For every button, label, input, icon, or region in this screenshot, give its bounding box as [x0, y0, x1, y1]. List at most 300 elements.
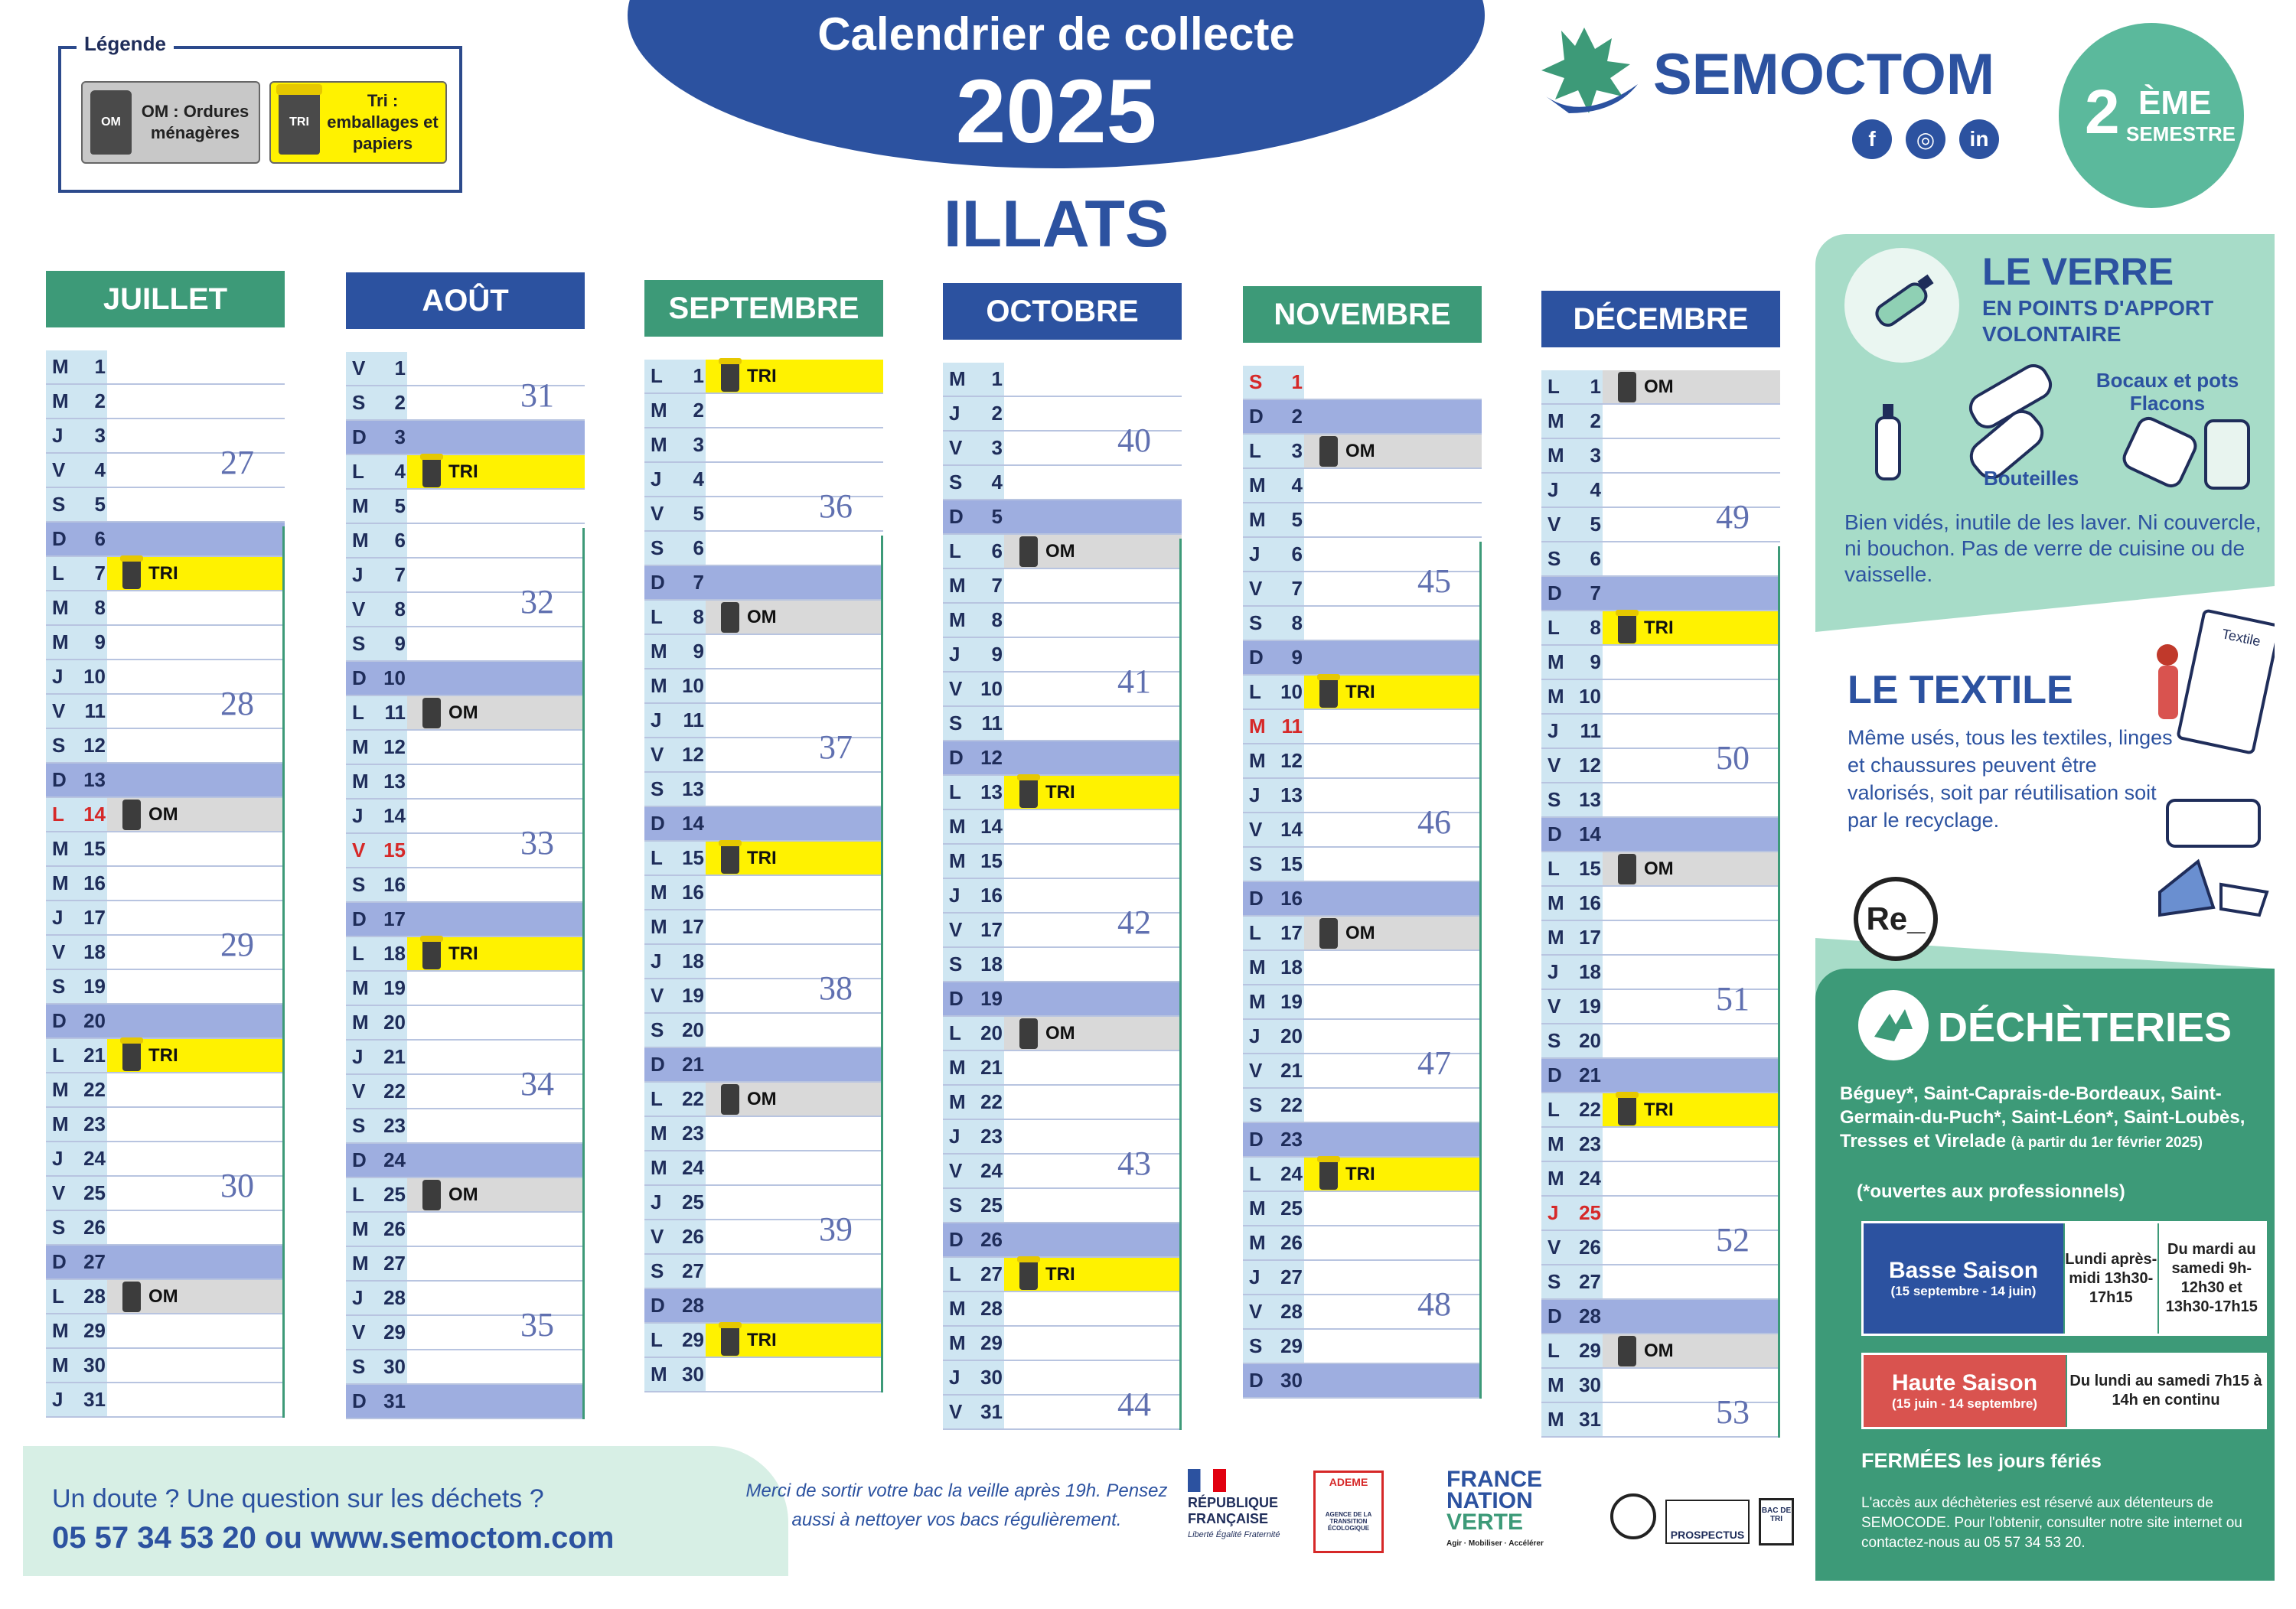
- collection-tri: [107, 1039, 285, 1072]
- day-label: [1541, 1197, 1603, 1230]
- textile-container-label: Textile: [2220, 626, 2262, 650]
- om-bin-icon: OM: [90, 90, 132, 155]
- day-row: [1243, 503, 1482, 538]
- day-letter: L: [651, 846, 663, 869]
- day-letter: S: [352, 391, 366, 414]
- day-number: 7: [991, 574, 1003, 597]
- day-number: 30: [682, 1363, 704, 1386]
- day-label: [346, 490, 407, 523]
- collection-om: [107, 798, 285, 831]
- day-row: [943, 1086, 1182, 1120]
- day-label: [644, 1117, 706, 1150]
- day-label: [644, 876, 706, 909]
- day-label: [46, 729, 107, 762]
- day-number: 31: [383, 1389, 406, 1412]
- day-label: [943, 1017, 1004, 1050]
- week-number: 44: [1117, 1386, 1151, 1423]
- week-number: 51: [1716, 980, 1750, 1018]
- week-number: 29: [220, 926, 254, 963]
- day-letter: S: [1548, 1270, 1561, 1293]
- instagram-icon[interactable]: ◎: [1906, 119, 1945, 159]
- day-label: [1541, 990, 1603, 1023]
- day-number: 19: [83, 975, 106, 998]
- week-number: 37: [819, 728, 853, 766]
- day-label: [1243, 435, 1304, 467]
- collection-om: [1004, 1017, 1182, 1050]
- day-letter: M: [52, 1112, 69, 1135]
- day-row: [644, 728, 883, 773]
- day-label: [1243, 1089, 1304, 1122]
- collection-tri: [706, 1324, 883, 1357]
- day-number: 27: [682, 1259, 704, 1282]
- legend-om: [81, 81, 260, 164]
- day-label: [943, 1086, 1004, 1119]
- day-number: 28: [980, 1297, 1003, 1320]
- om-bin-icon: [1618, 372, 1636, 402]
- day-label: [46, 350, 107, 383]
- day-letter: V: [949, 1159, 963, 1182]
- day-label: [1541, 1231, 1603, 1264]
- day-number: 15: [1280, 852, 1303, 875]
- day-row: [1243, 435, 1482, 469]
- day-number: 28: [682, 1294, 704, 1317]
- day-letter: V: [352, 1321, 366, 1344]
- collection-om: [1603, 852, 1780, 885]
- day-row: [1243, 562, 1482, 607]
- day-letter: D: [1548, 822, 1562, 845]
- day-number: 8: [1291, 611, 1303, 634]
- day-letter: L: [352, 1183, 364, 1206]
- facebook-icon[interactable]: f: [1852, 119, 1892, 159]
- access-note: L'accès aux déchèteries est réservé aux détenteurs de SEMOCODE. Pour l'obtenir, consulter notre site internet ou contactez-nous au 05 57 34 53 20.: [1861, 1495, 2242, 1551]
- day-label: [346, 1006, 407, 1039]
- republique-francaise-logo: [1188, 1469, 1287, 1543]
- day-label: [1243, 400, 1304, 433]
- collection-tri: [407, 937, 585, 970]
- day-number: 10: [83, 665, 106, 688]
- day-label: [46, 1211, 107, 1244]
- day-row: [943, 1327, 1182, 1361]
- day-row: [644, 394, 883, 428]
- week-number: 35: [520, 1306, 554, 1344]
- day-letter: D: [352, 1148, 367, 1171]
- day-number: 13: [682, 777, 704, 800]
- day-row: [1243, 607, 1482, 641]
- bin-tag-icon: BAC DE TRI: [1759, 1498, 1794, 1545]
- day-row: [1541, 1162, 1780, 1197]
- day-number: 21: [1579, 1063, 1601, 1086]
- day-label: [1541, 1128, 1603, 1161]
- day-row: [644, 969, 883, 1014]
- day-row: [46, 1280, 285, 1314]
- day-row: [46, 1039, 285, 1073]
- day-number: 11: [1281, 715, 1303, 738]
- day-row: [943, 1223, 1182, 1258]
- day-row: [346, 972, 585, 1006]
- day-letter: J: [1249, 1265, 1261, 1288]
- day-number: 25: [1280, 1197, 1303, 1220]
- decheteries-title: DÉCHÈTERIES: [1938, 1005, 2232, 1050]
- day-label: [1541, 680, 1603, 713]
- day-label: [943, 1361, 1004, 1394]
- day-number: 18: [83, 940, 106, 963]
- day-letter: M: [352, 529, 369, 552]
- day-number: 18: [1579, 960, 1601, 983]
- day-letter: M: [1548, 1408, 1564, 1431]
- day-row: [46, 729, 285, 764]
- day-letter: S: [1249, 852, 1263, 875]
- day-row: [46, 350, 285, 385]
- day-row: [346, 524, 585, 559]
- day-number: 10: [980, 677, 1003, 700]
- day-label: [46, 1246, 107, 1278]
- day-number: 7: [394, 563, 406, 586]
- day-label: [346, 662, 407, 695]
- month-divider: [282, 526, 285, 1418]
- tri-bin-icon: [1019, 777, 1038, 808]
- month-header: AOÛT: [346, 272, 585, 329]
- day-letter: M: [651, 881, 667, 904]
- day-number: 8: [693, 605, 704, 628]
- day-number: 26: [383, 1217, 406, 1240]
- day-number: 3: [991, 436, 1003, 459]
- day-letter: D: [651, 1294, 665, 1317]
- week-number: 36: [819, 487, 853, 525]
- day-number: 19: [682, 984, 704, 1007]
- day-row: [1541, 980, 1780, 1024]
- collection-label: OM: [1045, 540, 1075, 562]
- om-bin-icon: [422, 1180, 441, 1210]
- day-label: [346, 868, 407, 901]
- day-row: [644, 428, 883, 463]
- day-number: 2: [991, 402, 1003, 425]
- day-letter: M: [1249, 990, 1266, 1013]
- day-label: [644, 1186, 706, 1219]
- day-number: 22: [1579, 1098, 1601, 1121]
- day-row: [46, 867, 285, 901]
- week-number: 47: [1417, 1044, 1451, 1082]
- collection-label: TRI: [1345, 1163, 1375, 1184]
- day-letter: D: [651, 1053, 665, 1076]
- day-label: [1541, 474, 1603, 506]
- day-label: [644, 1220, 706, 1253]
- collection-tri: [1603, 1093, 1780, 1126]
- day-row: [46, 523, 285, 557]
- day-row: [943, 845, 1182, 879]
- day-number: 14: [1579, 822, 1601, 845]
- day-label: [46, 488, 107, 521]
- day-label: [943, 1155, 1004, 1187]
- collection-label: TRI: [148, 1044, 178, 1066]
- day-number: 1: [693, 364, 704, 387]
- day-label: [1541, 1059, 1603, 1092]
- day-number: 17: [383, 907, 406, 930]
- day-label: [1243, 469, 1304, 502]
- day-number: 22: [1280, 1093, 1303, 1116]
- day-letter: D: [651, 812, 665, 835]
- day-number: 6: [94, 527, 106, 550]
- day-row: [46, 557, 285, 591]
- day-row: [346, 490, 585, 524]
- day-number: 6: [1590, 547, 1601, 570]
- day-row: [1243, 882, 1482, 917]
- day-label: [46, 385, 107, 418]
- day-row: [46, 798, 285, 832]
- day-label: [943, 363, 1004, 396]
- day-number: 16: [1280, 887, 1303, 910]
- day-row: [1243, 951, 1482, 985]
- day-label: [46, 695, 107, 728]
- day-label: [644, 1151, 706, 1184]
- day-letter: J: [651, 949, 662, 972]
- verre-jars-label: Bocaux et pots Flacons: [2095, 369, 2239, 415]
- day-letter: V: [1249, 1059, 1263, 1082]
- commune-name: ILLATS: [943, 187, 1169, 261]
- day-number: 19: [383, 976, 406, 999]
- month-column: [346, 272, 585, 1419]
- day-number: 1: [394, 357, 406, 379]
- day-label: [46, 523, 107, 555]
- day-row: [346, 376, 585, 421]
- day-label: [644, 1255, 706, 1288]
- month-divider: [1479, 542, 1482, 1399]
- day-letter: L: [52, 1044, 64, 1067]
- day-label: [644, 979, 706, 1012]
- day-letter: M: [949, 815, 966, 838]
- day-number: 22: [83, 1078, 106, 1101]
- triman-recycling-icon: [1610, 1493, 1656, 1539]
- day-letter: S: [1249, 370, 1263, 393]
- verre-subtitle: EN POINTS D'APPORT VOLONTAIRE: [1982, 296, 2214, 346]
- day-number: 15: [980, 849, 1003, 872]
- day-number: 12: [1579, 754, 1601, 777]
- day-letter: V: [352, 598, 366, 620]
- month-divider: [1778, 546, 1780, 1438]
- day-number: 26: [1280, 1231, 1303, 1254]
- social-links: [1852, 119, 1999, 159]
- day-label: [46, 1039, 107, 1072]
- day-label: [46, 557, 107, 590]
- week-number: 42: [1117, 904, 1151, 941]
- day-label: [1541, 818, 1603, 851]
- day-letter: J: [1548, 478, 1559, 501]
- day-row: [46, 1211, 285, 1246]
- day-letter: D: [1548, 581, 1562, 604]
- day-number: 24: [83, 1147, 106, 1170]
- day-number: 6: [991, 539, 1003, 562]
- day-label: [644, 807, 706, 840]
- day-label: [346, 1247, 407, 1280]
- day-number: 31: [1579, 1408, 1601, 1431]
- day-number: 30: [83, 1353, 106, 1376]
- france-nation-verte-logo: [1446, 1469, 1554, 1555]
- day-row: [943, 1017, 1182, 1051]
- pro-note: (*ouvertes aux professionnels): [1857, 1181, 2125, 1202]
- day-letter: M: [352, 1217, 369, 1240]
- day-label: [644, 910, 706, 943]
- day-letter: S: [651, 1259, 664, 1282]
- day-row: [943, 663, 1182, 707]
- day-label: [943, 810, 1004, 843]
- day-letter: M: [1548, 891, 1564, 914]
- day-number: 12: [682, 743, 704, 766]
- day-letter: M: [1548, 409, 1564, 432]
- om-bin-icon: [1019, 536, 1038, 567]
- day-number: 14: [83, 803, 106, 826]
- footer-contact[interactable]: 05 57 34 53 20 ou www.semoctom.com: [52, 1521, 615, 1555]
- day-letter: V: [949, 677, 963, 700]
- day-label: [644, 601, 706, 634]
- collection-tri: [1603, 611, 1780, 644]
- day-number: 25: [83, 1181, 106, 1204]
- day-label: [1243, 985, 1304, 1018]
- day-letter: L: [1548, 857, 1560, 880]
- day-letter: S: [1249, 611, 1263, 634]
- prospectus-logo: PROSPECTUS: [1665, 1500, 1750, 1544]
- legend-tri-label: Tri : emballages et papiers: [327, 91, 439, 153]
- day-letter: J: [949, 643, 960, 666]
- day-number: 17: [980, 918, 1003, 941]
- collection-om: [706, 1083, 883, 1116]
- day-number: 16: [383, 873, 406, 896]
- day-row: [943, 422, 1182, 466]
- day-label: [943, 741, 1004, 774]
- day-letter: M: [949, 849, 966, 872]
- week-number: 39: [819, 1210, 853, 1248]
- ademe-logo: [1313, 1471, 1384, 1553]
- day-number: 24: [1280, 1162, 1303, 1185]
- week-number: 43: [1117, 1145, 1151, 1182]
- collection-label: OM: [747, 606, 777, 627]
- day-letter: S: [651, 1018, 664, 1041]
- day-label: [346, 1385, 407, 1418]
- month-days: [46, 350, 285, 1418]
- collection-tri: [706, 360, 883, 392]
- day-number: 5: [991, 505, 1003, 528]
- day-letter: J: [52, 424, 64, 447]
- day-label: [943, 914, 1004, 946]
- day-label: [943, 1189, 1004, 1222]
- day-row: [943, 1051, 1182, 1086]
- day-row: [644, 1048, 883, 1083]
- day-number: 2: [394, 391, 406, 414]
- collection-label: OM: [1644, 376, 1674, 397]
- day-letter: D: [1249, 1128, 1264, 1151]
- day-label: [346, 1350, 407, 1383]
- day-letter: M: [651, 433, 667, 456]
- day-row: [346, 696, 585, 731]
- collection-om: [1304, 435, 1482, 467]
- day-label: [1541, 370, 1603, 403]
- week-number: 32: [520, 583, 554, 620]
- om-bin-icon: [122, 1282, 141, 1312]
- day-label: [346, 834, 407, 867]
- day-row: [644, 1255, 883, 1289]
- day-number: 8: [1590, 616, 1601, 639]
- day-row: [1243, 917, 1482, 951]
- day-label: [1541, 887, 1603, 920]
- day-number: 4: [991, 471, 1003, 493]
- day-number: 23: [1280, 1128, 1303, 1151]
- day-number: 2: [1291, 405, 1303, 428]
- week-number: 30: [220, 1167, 254, 1204]
- day-letter: D: [1548, 1304, 1562, 1327]
- day-letter: M: [949, 1090, 966, 1113]
- day-number: 9: [94, 630, 106, 653]
- day-label: [943, 1292, 1004, 1325]
- tri-bin-icon: [122, 559, 141, 589]
- collection-tri: [1304, 1158, 1482, 1190]
- day-row: [644, 910, 883, 945]
- day-letter: D: [651, 571, 665, 594]
- semoctom-leaf-logo-icon: [1531, 23, 1645, 122]
- day-number: 25: [980, 1194, 1003, 1217]
- day-label: [346, 1316, 407, 1349]
- day-letter: J: [1249, 783, 1261, 806]
- fnv-line1: FRANCE: [1446, 1467, 1542, 1492]
- collection-label: OM: [148, 803, 178, 825]
- day-label: [644, 428, 706, 461]
- day-number: 11: [1580, 719, 1601, 742]
- day-row: [644, 1289, 883, 1324]
- day-row: [644, 1324, 883, 1358]
- day-row: [1541, 611, 1780, 646]
- day-letter: D: [949, 746, 964, 769]
- day-letter: J: [352, 804, 364, 827]
- collection-om: [1603, 1334, 1780, 1367]
- linkedin-icon[interactable]: in: [1959, 119, 1999, 159]
- day-row: [1243, 1226, 1482, 1261]
- page-year: 2025: [955, 61, 1157, 162]
- week-number: 28: [220, 685, 254, 722]
- day-letter: J: [52, 906, 64, 929]
- day-label: [346, 800, 407, 832]
- day-letter: J: [352, 1286, 364, 1309]
- day-row: [644, 1151, 883, 1186]
- day-letter: L: [1548, 1098, 1560, 1121]
- day-row: [644, 487, 883, 532]
- day-letter: L: [352, 701, 364, 724]
- day-number: 15: [1579, 857, 1601, 880]
- day-row: [644, 1083, 883, 1117]
- day-row: [644, 669, 883, 704]
- day-letter: M: [52, 596, 69, 619]
- collection-tri: [1004, 776, 1182, 809]
- day-number: 21: [383, 1045, 406, 1068]
- day-row: [346, 1006, 585, 1041]
- day-label: [1541, 1024, 1603, 1057]
- collection-label: OM: [448, 702, 478, 723]
- day-row: [1243, 1089, 1482, 1123]
- day-label: [644, 360, 706, 392]
- day-letter: L: [1548, 616, 1560, 639]
- day-label: [1243, 538, 1304, 571]
- day-row: [46, 685, 285, 729]
- day-letter: M: [352, 770, 369, 793]
- day-letter: M: [352, 735, 369, 758]
- low-season-monday: Lundi après-midi 13h30-17h15: [2063, 1223, 2157, 1334]
- day-letter: J: [52, 665, 64, 688]
- day-letter: D: [52, 1009, 67, 1032]
- day-letter: L: [651, 605, 663, 628]
- week-number: 49: [1716, 498, 1750, 536]
- high-season-name: [1864, 1355, 2066, 1427]
- day-row: [943, 982, 1182, 1017]
- day-number: 16: [1579, 891, 1601, 914]
- day-number: 17: [1280, 921, 1303, 944]
- day-row: [46, 591, 285, 626]
- day-letter: M: [1548, 685, 1564, 708]
